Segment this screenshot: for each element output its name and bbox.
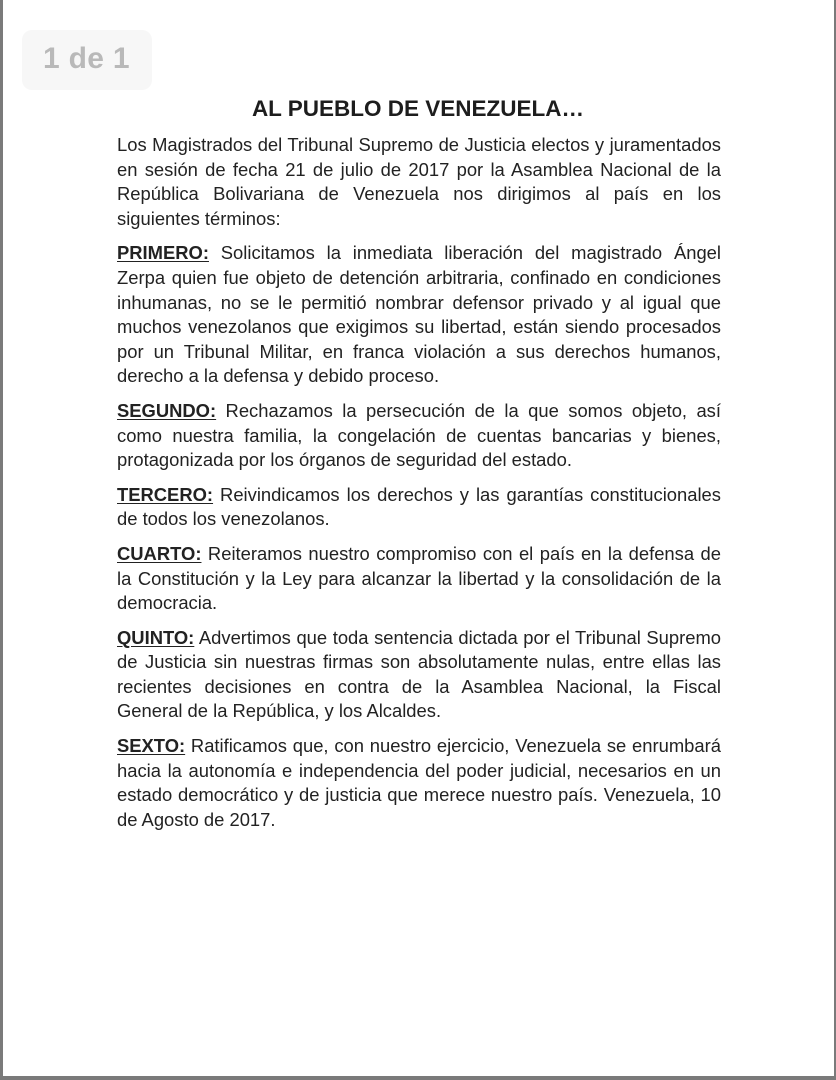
section-cuarto [117,542,721,616]
section-quinto [117,626,721,724]
section-label: QUINTO: [117,626,195,648]
page-indicator [22,30,152,90]
section-text: Advertimos que toda sentencia dictada por el Tribunal Supremo de Justicia sin nuestras firmas son absolutamente nulas, entre ellas las recientes decisiones en contra de la Asamblea Nacional, la Fiscal General de la República, y los Alcaldes. [117,626,721,722]
section-label: CUARTO: [117,542,202,564]
section-label: SEGUNDO: [117,399,217,421]
section-label: SEXTO: [117,735,186,757]
section-primero [117,241,721,389]
section-tercero [117,483,721,532]
intro-paragraph: Los Magistrados del Tribunal Supremo de Justicia electos y juramentados en sesión de fecha 21 de julio de 2017 por la Asamblea Nacional de la República Bolivariana de Venezuela nos dirigimos al país en los siguientes términos: [117,134,721,229]
section-text: Reiteramos nuestro compromiso con el país en la defensa de la Constitución y la Ley para alcanzar la libertad y la consolidación de la democracia. [117,542,721,614]
page-indicator-label: 1 de 1 [43,42,130,75]
section-label: PRIMERO: [117,242,209,264]
section-text: Rechazamos la persecución de la que somos objeto, así como nuestra familia, la congelación de cuentas bancarias y bienes, protagonizada por los órganos de seguridad del estado. [117,399,721,471]
section-segundo [117,399,721,473]
document-title: AL PUEBLO DE VENEZUELA… [251,96,585,121]
document-body [117,133,721,842]
section-text: Solicitamos la inmediata liberación del magistrado Ángel Zerpa quien fue objeto de detención arbitraria, confinado en condiciones inhumanas, no se le permitió nombrar defensor privado y al igual que muchos venezolanos que exigimos su libertad, están siendo procesados por un Tribunal Militar, en franca violación a sus derechos humanos, derecho a la defensa y debido proceso. [117,242,721,387]
section-sexto [117,734,721,832]
section-label: TERCERO: [117,483,214,505]
document-page [3,0,834,1076]
section-text: Ratificamos que, con nuestro ejercicio, Venezuela se enrumbará hacia la autonomía e independencia del poder judicial, necesarios en un estado democrático y de justicia que merece nuestro país. Venezuela, 10 de Agosto de 2017. [117,735,721,830]
section-text: Reivindicamos los derechos y las garantías constitucionales de todos los venezolanos. [117,483,721,530]
